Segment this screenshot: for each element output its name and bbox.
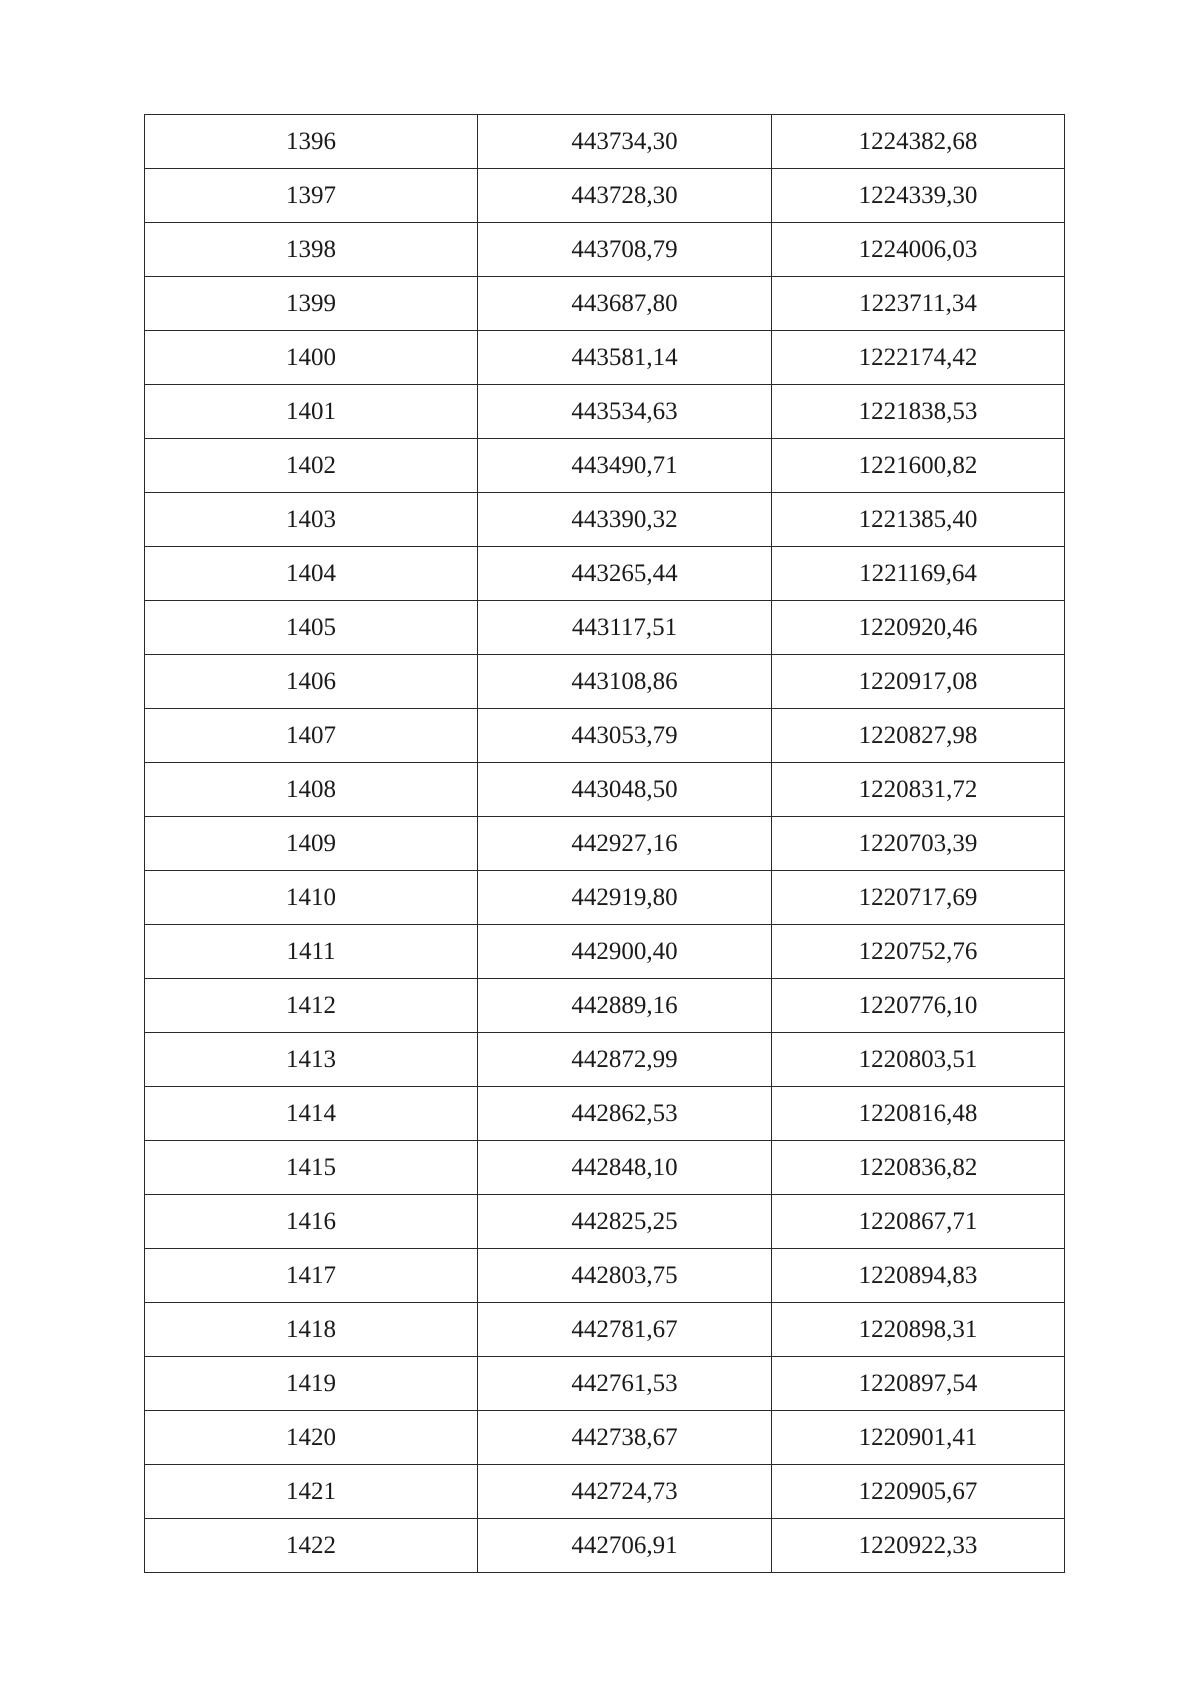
table-row	[145, 439, 1065, 493]
point-number-cell: 1398	[145, 223, 478, 277]
y-coordinate-cell: 1222174,42	[772, 331, 1065, 385]
y-coordinate-cell: 1221838,53	[772, 385, 1065, 439]
x-coordinate-cell: 443581,14	[478, 331, 772, 385]
point-number-cell: 1419	[145, 1357, 478, 1411]
point-number-cell: 1401	[145, 385, 478, 439]
table-row	[145, 601, 1065, 655]
point-number-cell: 1400	[145, 331, 478, 385]
point-number-cell: 1416	[145, 1195, 478, 1249]
point-number-cell: 1402	[145, 439, 478, 493]
x-coordinate-cell: 442803,75	[478, 1249, 772, 1303]
x-coordinate-cell: 442872,99	[478, 1033, 772, 1087]
table-row	[145, 709, 1065, 763]
point-number-cell: 1403	[145, 493, 478, 547]
x-coordinate-cell: 442848,10	[478, 1141, 772, 1195]
y-coordinate-cell: 1220831,72	[772, 763, 1065, 817]
point-number-cell: 1420	[145, 1411, 478, 1465]
point-number-cell: 1409	[145, 817, 478, 871]
y-coordinate-cell: 1220752,76	[772, 925, 1065, 979]
table-row	[145, 1087, 1065, 1141]
table-row	[145, 547, 1065, 601]
y-coordinate-cell: 1224382,68	[772, 115, 1065, 169]
x-coordinate-cell: 443117,51	[478, 601, 772, 655]
x-coordinate-cell: 442919,80	[478, 871, 772, 925]
x-coordinate-cell: 442862,53	[478, 1087, 772, 1141]
x-coordinate-cell: 443265,44	[478, 547, 772, 601]
point-number-cell: 1405	[145, 601, 478, 655]
table-row	[145, 1303, 1065, 1357]
point-number-cell: 1406	[145, 655, 478, 709]
point-number-cell: 1418	[145, 1303, 478, 1357]
table-row	[145, 493, 1065, 547]
table-row	[145, 871, 1065, 925]
point-number-cell: 1413	[145, 1033, 478, 1087]
y-coordinate-cell: 1220776,10	[772, 979, 1065, 1033]
x-coordinate-cell: 442927,16	[478, 817, 772, 871]
x-coordinate-cell: 442724,73	[478, 1465, 772, 1519]
point-number-cell: 1421	[145, 1465, 478, 1519]
y-coordinate-cell: 1220867,71	[772, 1195, 1065, 1249]
x-coordinate-cell: 442761,53	[478, 1357, 772, 1411]
point-number-cell: 1417	[145, 1249, 478, 1303]
point-number-cell: 1412	[145, 979, 478, 1033]
x-coordinate-cell: 442825,25	[478, 1195, 772, 1249]
point-number-cell: 1422	[145, 1519, 478, 1573]
table-row	[145, 1195, 1065, 1249]
y-coordinate-cell: 1220905,67	[772, 1465, 1065, 1519]
table-row	[145, 331, 1065, 385]
x-coordinate-cell: 442900,40	[478, 925, 772, 979]
table-row	[145, 1411, 1065, 1465]
x-coordinate-cell: 443534,63	[478, 385, 772, 439]
y-coordinate-cell: 1221385,40	[772, 493, 1065, 547]
x-coordinate-cell: 442706,91	[478, 1519, 772, 1573]
x-coordinate-cell: 443108,86	[478, 655, 772, 709]
coordinates-table-body	[145, 115, 1065, 1573]
x-coordinate-cell: 443390,32	[478, 493, 772, 547]
table-row	[145, 979, 1065, 1033]
table-row	[145, 817, 1065, 871]
x-coordinate-cell: 443687,80	[478, 277, 772, 331]
x-coordinate-cell: 443728,30	[478, 169, 772, 223]
table-row	[145, 925, 1065, 979]
x-coordinate-cell: 443490,71	[478, 439, 772, 493]
x-coordinate-cell: 443053,79	[478, 709, 772, 763]
y-coordinate-cell: 1224006,03	[772, 223, 1065, 277]
table-row	[145, 1465, 1065, 1519]
point-number-cell: 1397	[145, 169, 478, 223]
table-row	[145, 1249, 1065, 1303]
point-number-cell: 1399	[145, 277, 478, 331]
x-coordinate-cell: 443734,30	[478, 115, 772, 169]
y-coordinate-cell: 1220920,46	[772, 601, 1065, 655]
y-coordinate-cell: 1220803,51	[772, 1033, 1065, 1087]
point-number-cell: 1408	[145, 763, 478, 817]
table-row	[145, 385, 1065, 439]
table-row	[145, 1033, 1065, 1087]
y-coordinate-cell: 1220898,31	[772, 1303, 1065, 1357]
point-number-cell: 1396	[145, 115, 478, 169]
table-row	[145, 1357, 1065, 1411]
y-coordinate-cell: 1220816,48	[772, 1087, 1065, 1141]
table-row	[145, 763, 1065, 817]
y-coordinate-cell: 1220894,83	[772, 1249, 1065, 1303]
y-coordinate-cell: 1220836,82	[772, 1141, 1065, 1195]
coordinates-table	[144, 114, 1065, 1573]
x-coordinate-cell: 442738,67	[478, 1411, 772, 1465]
x-coordinate-cell: 443048,50	[478, 763, 772, 817]
point-number-cell: 1411	[145, 925, 478, 979]
y-coordinate-cell: 1220922,33	[772, 1519, 1065, 1573]
x-coordinate-cell: 442889,16	[478, 979, 772, 1033]
point-number-cell: 1410	[145, 871, 478, 925]
point-number-cell: 1404	[145, 547, 478, 601]
x-coordinate-cell: 443708,79	[478, 223, 772, 277]
y-coordinate-cell: 1220917,08	[772, 655, 1065, 709]
y-coordinate-cell: 1220703,39	[772, 817, 1065, 871]
point-number-cell: 1414	[145, 1087, 478, 1141]
y-coordinate-cell: 1223711,34	[772, 277, 1065, 331]
y-coordinate-cell: 1220897,54	[772, 1357, 1065, 1411]
y-coordinate-cell: 1221169,64	[772, 547, 1065, 601]
table-row	[145, 1519, 1065, 1573]
table-row	[145, 277, 1065, 331]
x-coordinate-cell: 442781,67	[478, 1303, 772, 1357]
point-number-cell: 1415	[145, 1141, 478, 1195]
table-row	[145, 1141, 1065, 1195]
point-number-cell: 1407	[145, 709, 478, 763]
y-coordinate-cell: 1220901,41	[772, 1411, 1065, 1465]
table-row	[145, 223, 1065, 277]
y-coordinate-cell: 1221600,82	[772, 439, 1065, 493]
y-coordinate-cell: 1220827,98	[772, 709, 1065, 763]
y-coordinate-cell: 1220717,69	[772, 871, 1065, 925]
table-row	[145, 169, 1065, 223]
y-coordinate-cell: 1224339,30	[772, 169, 1065, 223]
table-row	[145, 655, 1065, 709]
table-row	[145, 115, 1065, 169]
